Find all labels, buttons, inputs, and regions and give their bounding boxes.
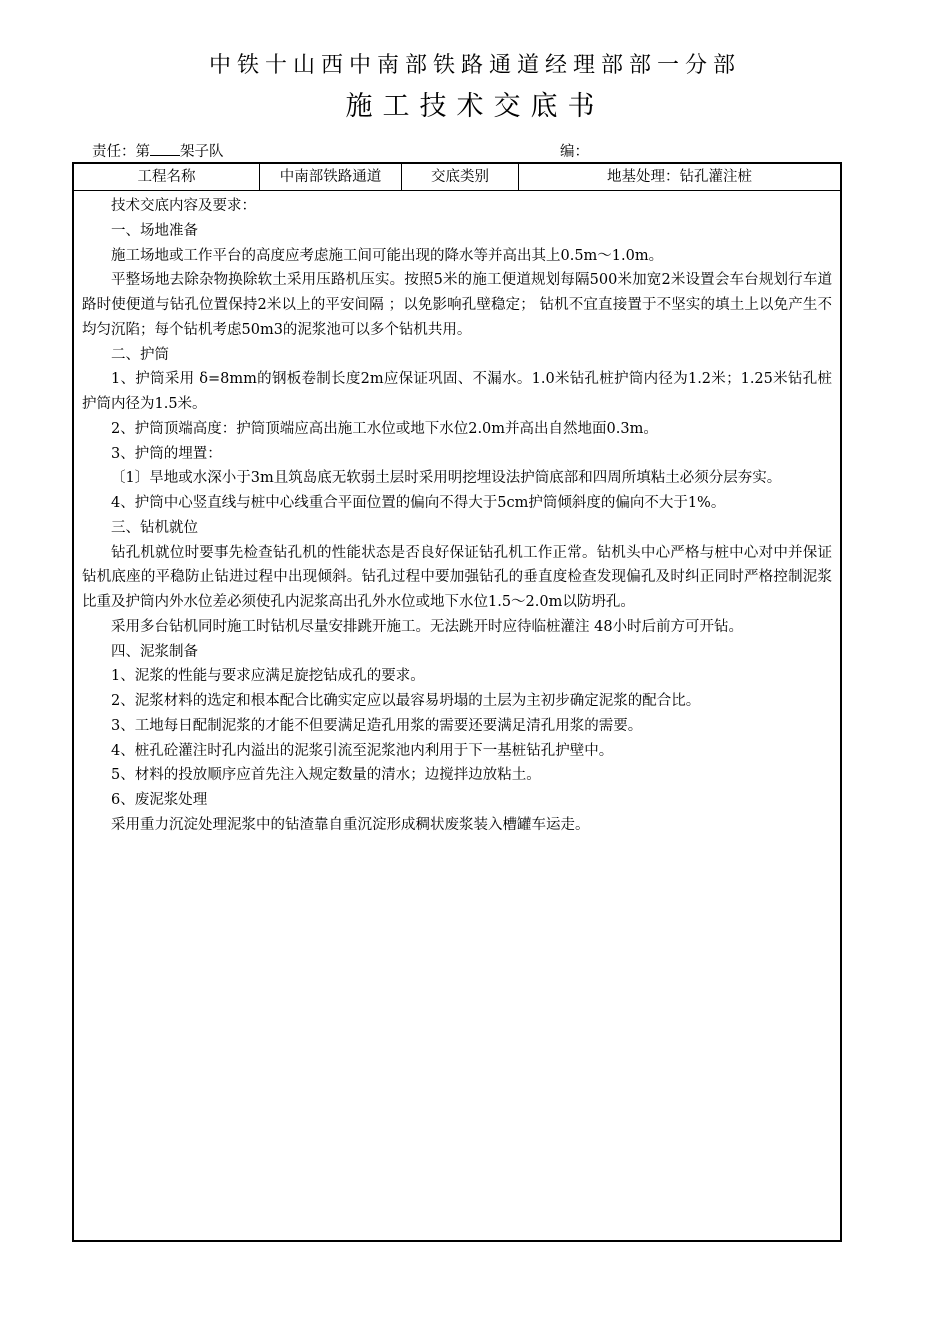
content-paragraph: 6、废泥浆处理 xyxy=(111,792,208,808)
content-paragraph: 二、护筒 xyxy=(111,346,169,363)
content-paragraph: 施工场地或工作平台的高度应考虑施工间可能出现的降水等并高出其上0.5m～1.0m。 xyxy=(111,247,664,264)
content-paragraph: 4、护筒中心竖直线与桩中心线重合平面位置的偏向不得大于5cm护筒倾斜度的偏向不大于1%。 xyxy=(111,495,726,511)
category-value: 地基处理：钻孔灌注桩 xyxy=(607,169,752,185)
project-name-value: 中南部铁路通道 xyxy=(260,164,402,190)
content-paragraph: 3、护筒的埋置： xyxy=(111,445,222,462)
content-paragraph: 采用多台钻机同时施工时钻机尽量安排跳开施工。无法跳开时应待临桩灌注 48小时后前方可开钻。 xyxy=(111,618,744,635)
disclosure-content xyxy=(82,194,832,838)
content-paragraph: 钻孔机就位时要事先检查钻孔机的性能状态是否良好保证钻孔机工作正常。钻机头中心严格与桩中心对中并保证钻机底座的平稳防止钻进过程中出现倾斜。钻孔过程中要加强钻孔的垂直度检查发现偏孔及时纠正同时严格控制泥浆比重及护筒内外水位差必须使孔内泥浆高出孔外水位或地下水位1.5～2.0m以防坍孔。 xyxy=(82,544,832,610)
content-paragraph: 四、泥浆制备 xyxy=(111,643,198,660)
org-title: 中铁十山西中南部铁路通道经理部部一分部 xyxy=(208,53,741,78)
content-paragraph: 平整场地去除杂物换除软土采用压路机压实。按照5米的施工便道规划每隔500米加宽2米设置会车台规划行车道路时使便道与钻孔位置保持2米以上的平安间隔 ；以免影响孔壁稳定； 钻机不宜直接置于不坚实的填土上以免产生不均匀沉陷；每个钻机考虑50m3的泥浆池可以多个钻机共用。 xyxy=(82,272,832,338)
content-paragraph: 2、护筒顶端高度：护筒顶端应高出施工水位或地下水位2.0m并高出自然地面0.3m。 xyxy=(111,420,658,437)
responsible-line xyxy=(92,140,224,161)
category-label: 交底类别 xyxy=(402,164,519,190)
responsible-blank xyxy=(150,141,180,156)
content-paragraph: 采用重力沉淀处理泥浆中的钻渣靠自重沉淀形成稠状废浆装入槽罐车运走。 xyxy=(111,816,590,833)
info-row xyxy=(74,164,840,191)
content-paragraph: 〔1〕旱地或水深小于3m且筑岛底无软弱土层时采用明挖埋设法护筒底部和四周所填粘土必须分层夯实。 xyxy=(111,470,782,487)
content-paragraph: 3、工地每日配制泥浆的才能不但要满足造孔用浆的需要还要满足清孔用浆的需要。 xyxy=(111,717,643,734)
content-paragraph: 5、材料的投放顺序应首先注入规定数量的清水；边搅拌边放粘土。 xyxy=(111,767,541,784)
responsible-suffix: 架子队 xyxy=(180,144,224,160)
content-paragraph: 1、泥浆的性能与要求应满足旋挖钻成孔的要求。 xyxy=(111,668,425,685)
content-paragraph: 一、场地准备 xyxy=(111,222,198,239)
document-title: 施工技术交底书 xyxy=(345,91,605,122)
content-paragraph: 技术交底内容及要求： xyxy=(111,198,256,214)
project-name-label: 工程名称 xyxy=(74,164,260,190)
content-paragraph: 2、泥浆材料的选定和根本配合比确实定应以最容易坍塌的土层为主初步确定泥浆的配合比。 xyxy=(111,693,701,709)
content-paragraph: 4、桩孔砼灌注时孔内溢出的泥浆引流至泥浆池内利用于下一基桩钻孔护壁中。 xyxy=(111,742,614,759)
editor-line: 编： xyxy=(560,144,589,160)
responsible-prefix: 责任：第 xyxy=(92,144,150,160)
content-paragraph: 三、钻机就位 xyxy=(111,519,198,536)
document-frame xyxy=(72,162,842,1242)
content-paragraph: 1、护筒采用 δ=8mm的钢板卷制长度2m应保证巩固、不漏水。1.0米钻孔桩护筒内径为1.2米；1.25米钻孔桩护筒内径为1.5米。 xyxy=(82,371,832,412)
